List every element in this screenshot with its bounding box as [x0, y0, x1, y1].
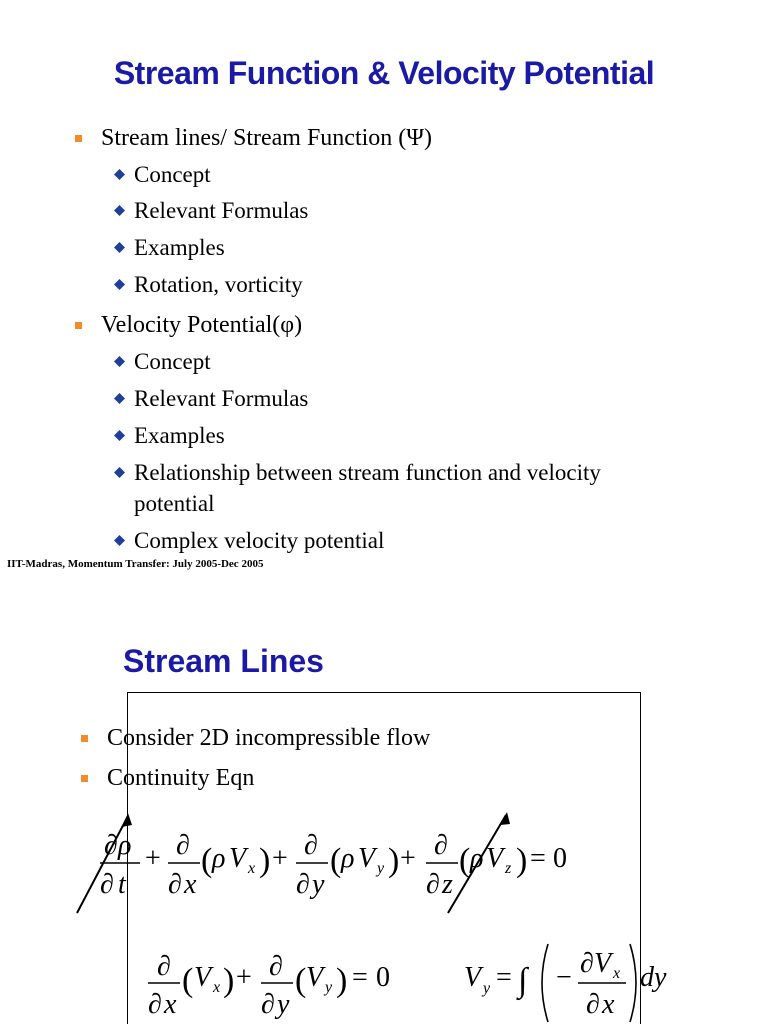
svg-text:−: −	[556, 962, 572, 993]
svg-text:+: +	[400, 843, 416, 874]
svg-text:∫: ∫	[518, 962, 528, 999]
svg-text:∂: ∂	[296, 869, 310, 900]
list-item-text: Examples	[134, 235, 225, 260]
svg-text:ρ: ρ	[118, 830, 132, 861]
bullet-label: Continuity Eqn	[107, 765, 255, 791]
vy-integral-equation	[464, 944, 667, 1022]
svg-text:ρ: ρ	[212, 843, 226, 874]
svg-text:V: V	[486, 843, 504, 874]
svg-text:∂: ∂	[586, 989, 600, 1020]
continuity-equation-general	[77, 812, 567, 913]
svg-text:y: y	[312, 869, 325, 900]
svg-text:0: 0	[553, 843, 567, 874]
svg-text:(: (	[459, 842, 471, 879]
svg-text:V: V	[594, 948, 612, 979]
svg-text:(: (	[295, 962, 307, 999]
list-item-text: Relevant Formulas	[134, 386, 309, 411]
svg-text:x: x	[184, 869, 197, 900]
svg-text:+: +	[145, 843, 161, 874]
svg-text:∂: ∂	[269, 951, 283, 982]
list-item-text: Concept	[134, 162, 211, 187]
continuity-equation-2d	[148, 951, 390, 1020]
svg-text:∂: ∂	[148, 989, 162, 1020]
list-item-text: Examples	[134, 423, 225, 448]
svg-text:(: (	[330, 842, 342, 879]
svg-text:x: x	[213, 979, 221, 996]
svg-text:+: +	[272, 843, 288, 874]
svg-text:x: x	[248, 860, 256, 877]
svg-text:ρ: ρ	[341, 843, 355, 874]
svg-text:V: V	[358, 843, 376, 874]
svg-text:∂: ∂	[580, 948, 594, 979]
svg-text:V: V	[229, 843, 247, 874]
list-item-text: Concept	[134, 349, 211, 374]
svg-text:∂: ∂	[426, 869, 440, 900]
footer-text: IIT-Madras, Momentum Transfer: July 2005-Dec 2005	[7, 558, 264, 570]
svg-text:∂: ∂	[104, 830, 118, 861]
svg-text:∂: ∂	[304, 830, 318, 861]
svg-text:∂: ∂	[100, 869, 114, 900]
svg-text:x: x	[602, 989, 615, 1020]
slide-title: Stream Lines	[123, 643, 324, 679]
svg-text:0: 0	[376, 962, 390, 993]
svg-text:): )	[223, 962, 235, 999]
svg-text:V: V	[464, 962, 482, 993]
list-item-text: Relevant Formulas	[134, 198, 309, 223]
svg-text:x: x	[613, 965, 621, 982]
svg-text:t: t	[118, 869, 126, 900]
svg-text:V: V	[306, 962, 324, 993]
svg-text:): )	[259, 842, 271, 879]
bullet-label: Stream lines/ Stream Function (Ψ)	[101, 125, 432, 151]
list-item-text: Complex velocity potential	[134, 528, 385, 553]
svg-text:y: y	[377, 860, 385, 877]
svg-text:∂: ∂	[157, 951, 171, 982]
svg-text:∂: ∂	[261, 989, 275, 1020]
bullet-label: Velocity Potential(φ)	[101, 312, 303, 338]
svg-text:+: +	[236, 962, 252, 993]
svg-text:∂: ∂	[434, 830, 448, 861]
slide-title: Stream Function & Velocity Potential	[113, 55, 655, 91]
list-item-text: Rotation, vorticity	[134, 272, 303, 297]
svg-text:(: (	[201, 842, 213, 879]
svg-text:=: =	[496, 962, 512, 993]
svg-text:V: V	[194, 962, 212, 993]
svg-text:∂: ∂	[168, 869, 182, 900]
svg-text:z: z	[442, 869, 453, 900]
bullet-label: Consider 2D incompressible flow	[107, 725, 431, 751]
svg-text:ρ: ρ	[470, 843, 484, 874]
svg-text:dy: dy	[640, 962, 667, 993]
svg-text:∂: ∂	[176, 830, 190, 861]
svg-text:): )	[388, 842, 400, 879]
svg-text:y: y	[277, 989, 290, 1020]
svg-text:y: y	[325, 979, 333, 996]
svg-text:z: z	[505, 860, 512, 877]
svg-text:=: =	[352, 962, 368, 993]
svg-text:=: =	[530, 843, 546, 874]
svg-text:): )	[516, 842, 528, 879]
svg-text:(: (	[182, 962, 194, 999]
svg-text:): )	[336, 962, 348, 999]
svg-text:x: x	[164, 989, 177, 1020]
svg-text:y: y	[483, 980, 491, 997]
list-item-text: Relationship between stream function and velocity	[134, 460, 601, 485]
list-item-text: potential	[134, 491, 215, 516]
